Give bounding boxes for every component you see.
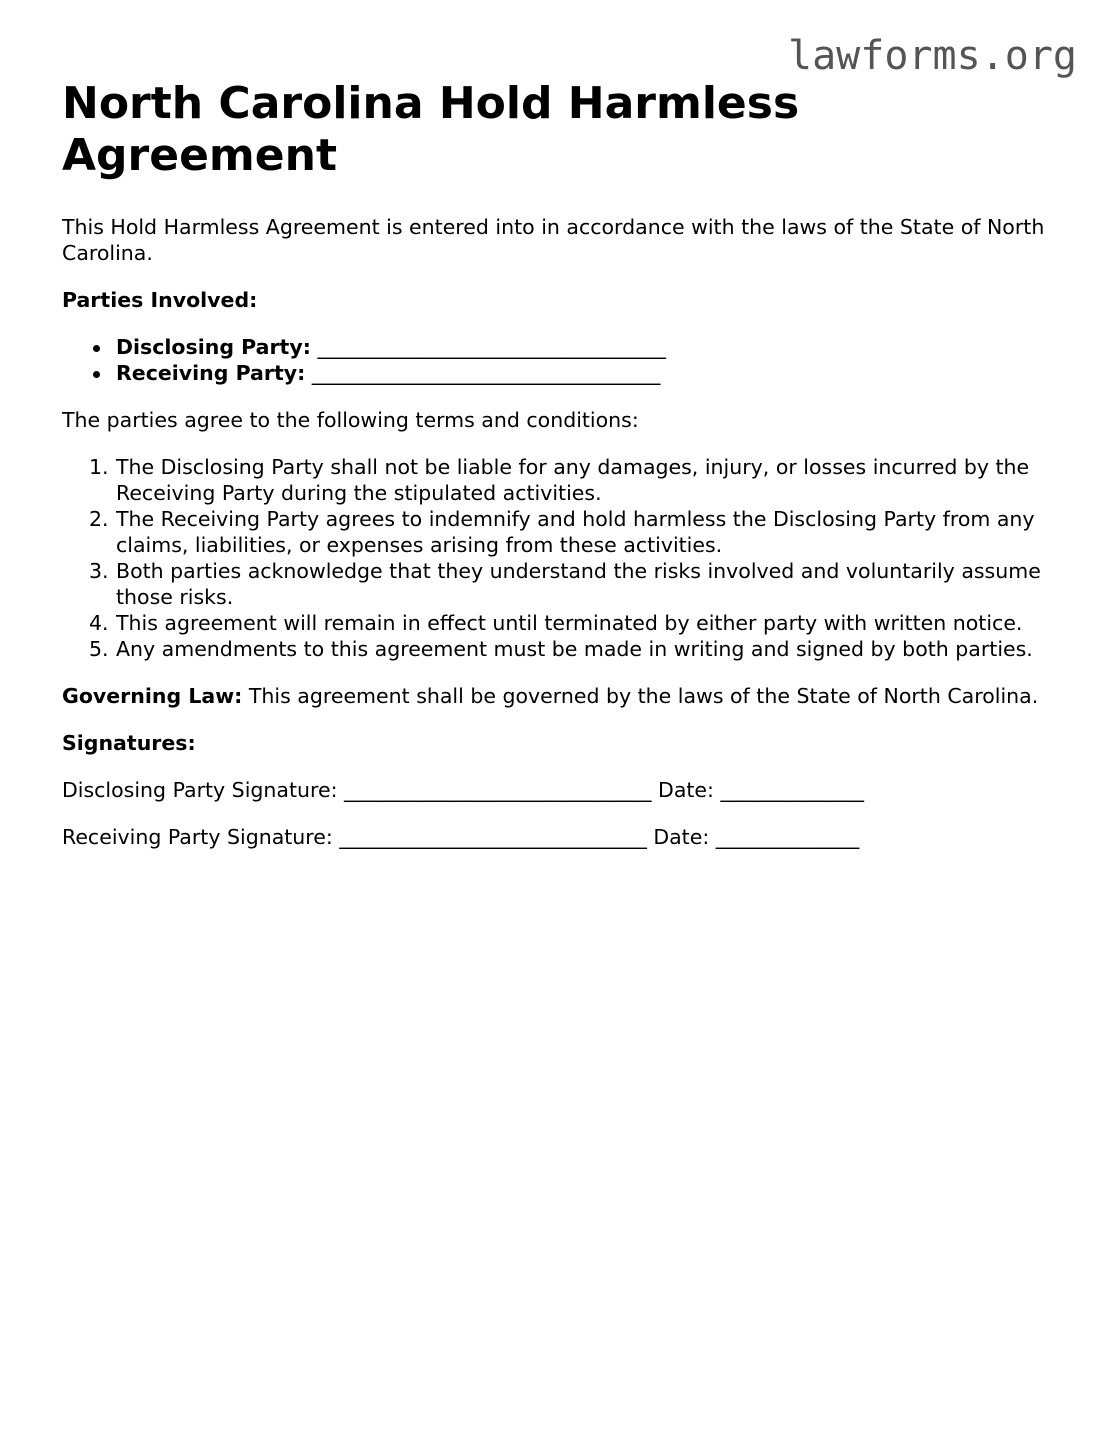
term-text: The Receiving Party agrees to indemnify and hold harmless the Disclosing Party from any claims, liabilities, or expenses arising from these activities. [116, 507, 1035, 557]
party-label: Receiving Party: [116, 361, 306, 385]
intro-paragraph: This Hold Harmless Agreement is entered into in accordance with the laws of the State of North Carolina. [62, 215, 1045, 265]
party-blank[interactable]: __________________________________ [317, 335, 666, 359]
date-blank[interactable]: ______________ [715, 825, 860, 849]
term-text: This agreement will remain in effect until terminated by either party with written notice. [116, 611, 1023, 635]
page-title: North Carolina Hold Harmless Agreement [62, 78, 800, 181]
term-number: 4. [89, 611, 109, 635]
date-label: Date: [651, 778, 721, 802]
list-item [116, 360, 1052, 386]
signatures-heading: Signatures: [62, 731, 196, 755]
date-label: Date: [646, 825, 716, 849]
list-item [89, 558, 1052, 610]
list-item [89, 454, 1052, 506]
term-text: Both parties acknowledge that they understand the risks involved and voluntarily assume those risks. [116, 559, 1041, 609]
party-label: Disclosing Party: [116, 335, 311, 359]
signature-blank[interactable]: ______________________________ [344, 778, 652, 802]
agree-paragraph: The parties agree to the following terms and conditions: [62, 408, 639, 432]
term-text: Any amendments to this agreement must be made in writing and signed by both parties. [116, 637, 1033, 661]
term-number: 3. [89, 559, 109, 583]
signature-label: Receiving Party Signature: [62, 825, 340, 849]
list-item [89, 636, 1052, 662]
signature-line-disclosing [62, 777, 1052, 803]
watermark: lawforms.org [788, 33, 1077, 79]
governing-law-text: This agreement shall be governed by the laws of the State of North Carolina. [242, 684, 1039, 708]
signature-line-receiving [62, 824, 1052, 850]
term-number: 2. [89, 507, 109, 531]
governing-law-paragraph [62, 683, 1052, 709]
list-item [89, 610, 1052, 636]
parties-list [62, 334, 1052, 386]
parties-heading: Parties Involved: [62, 288, 258, 312]
terms-list [62, 454, 1052, 662]
signature-label: Disclosing Party Signature: [62, 778, 345, 802]
list-item [116, 334, 1052, 360]
list-item [89, 506, 1052, 558]
term-number: 1. [89, 455, 109, 479]
term-number: 5. [89, 637, 109, 661]
signature-blank[interactable]: ______________________________ [339, 825, 647, 849]
party-blank[interactable]: __________________________________ [311, 361, 661, 385]
date-blank[interactable]: ______________ [720, 778, 864, 802]
term-text: The Disclosing Party shall not be liable for any damages, injury, or losses incurred by the Receiving Party during the stipulated activities. [116, 455, 1030, 505]
document-page [62, 78, 1052, 850]
governing-law-label: Governing Law: [62, 684, 243, 708]
